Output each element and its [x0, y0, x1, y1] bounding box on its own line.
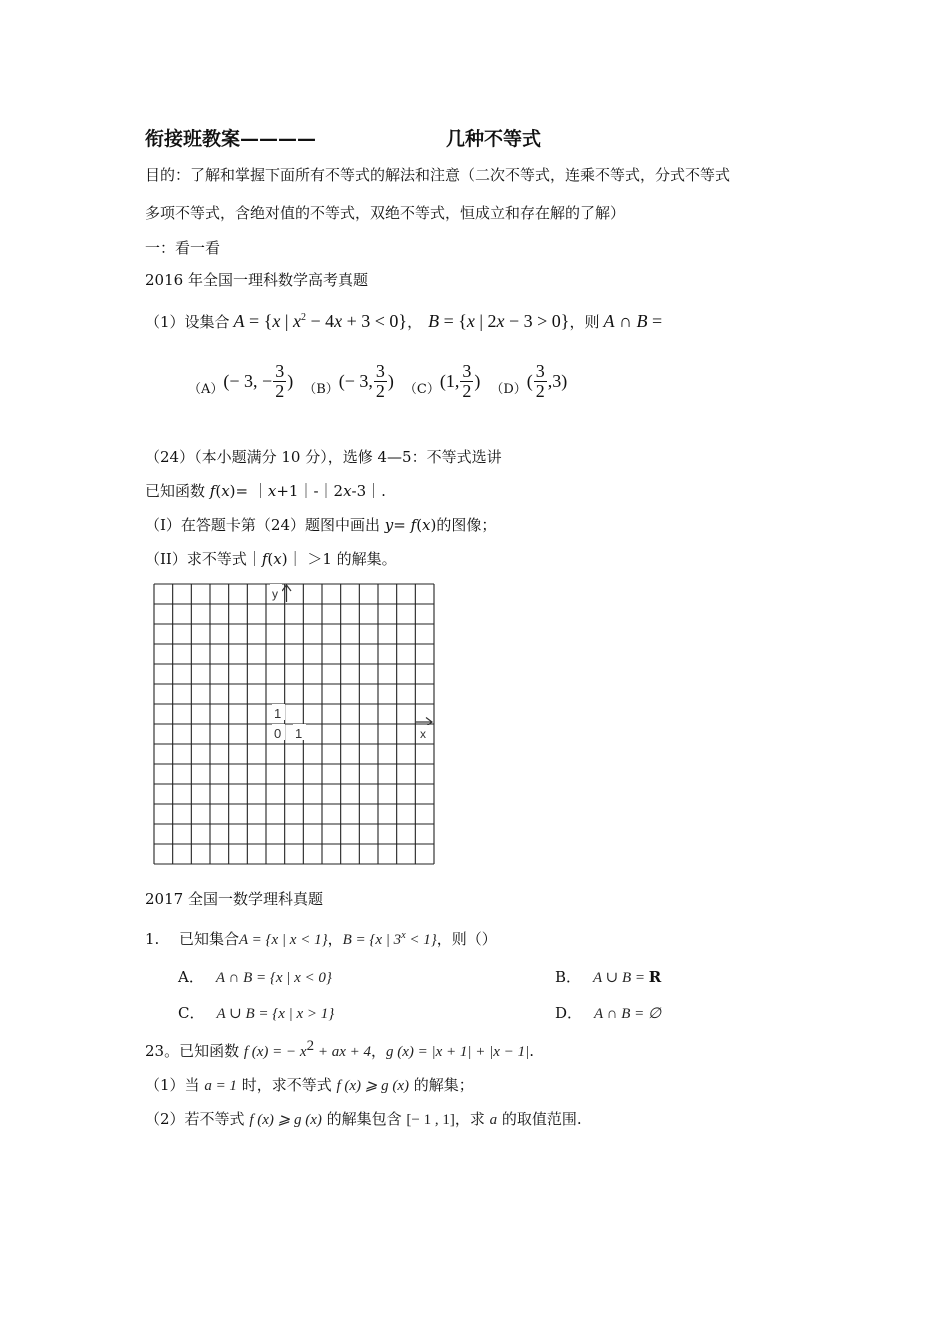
origin-label: 0	[274, 726, 282, 741]
option-b: (− 3, $\frac{3}{2}$ )	[338, 361, 394, 401]
question-1-options	[188, 362, 567, 401]
function-f: f (x) = − x	[243, 1044, 307, 1060]
question-24-header: （24）（本小题满分 10 分），选修 4—5：不等式选讲	[145, 448, 502, 466]
exam-2017-heading: 2017 全国一数学理科真题	[145, 890, 323, 908]
choice-c: C． A ∪ B = {x | x > 1}	[178, 1004, 335, 1022]
purpose-line-1: 目的：了解和掌握下面所有不等式的解法和注意（二次不等式，连乘不等式，分式不等式	[145, 166, 731, 184]
question-2017-1: 1. 已知集合 A = {x | x < 1} ， B = {x | $3^x < 1$} ，则（）	[145, 930, 497, 948]
option-c-label: （C）	[403, 382, 440, 397]
option-d-label: （D）	[490, 382, 527, 397]
question-24-given: 已知函数 f(x)= ｜x+1｜-｜2x-3｜.	[145, 482, 386, 500]
choice-d: D． A ∩ B = ∅	[555, 1004, 662, 1022]
y-axis-label: y	[272, 587, 278, 601]
purpose-line-2: 多项不等式，含绝对值的不等式，双绝不等式，恒成立和存在解的了解）	[145, 204, 626, 222]
option-c: (1, $\frac{3}{2}$ )	[439, 361, 481, 401]
exam-2016-heading: 2016 年全国一理科数学高考真题	[145, 271, 368, 289]
section-heading: 一：看一看	[145, 239, 221, 257]
set-a: A = {x | $x^2 - 4x + 3 < 0$}	[233, 311, 408, 331]
choice-a: A． A ∩ B = {x | x < 0}	[178, 968, 332, 986]
intersection-query: A ∩ B =	[603, 311, 663, 331]
question-1-label: （1）设集合	[145, 313, 230, 331]
question-number: 1.	[145, 930, 160, 948]
option-d: ( $\frac{3}{2}$ ,3)	[526, 361, 568, 401]
y-axis-arrow	[282, 585, 291, 602]
question-2017-23: 23。已知函数 f (x) = − $x^2$ + ax + 4，g (x) = |x + 1| + |x − 1|.	[145, 1038, 534, 1060]
choice-b: B． A ∪ B = R	[555, 968, 662, 986]
question-24-part-2: （II）求不等式｜f(x)｜ ＞1 的解集。	[145, 550, 397, 568]
y-unit-label: 1	[274, 706, 282, 721]
question-23-part-2: （2）若不等式 f (x) ⩾ g (x) 的解集包含 [− 1 , 1]，求 a 的取值范围.	[145, 1110, 582, 1128]
question-1: （1）设集合 A = {x | $x^2 - 4x + 3 < 0$} ， B = {x | 2x − 3 > 0} ，则 A ∩ B =	[145, 311, 663, 331]
x-axis-label: x	[420, 727, 426, 741]
set-a-2017: A = {x | x < 1}	[239, 932, 328, 948]
x-unit-label: 1	[295, 726, 303, 741]
option-a: (− 3, − $\frac{3}{2}$ )	[223, 361, 294, 401]
page-title: 衔接班教案————	[145, 128, 317, 150]
function-g: g (x) = |x + 1| + |x − 1|	[386, 1044, 530, 1060]
set-b-2017: B = {x | $3^x < 1$}	[342, 930, 437, 948]
option-b-label: （B）	[303, 382, 339, 397]
option-a-label: （A）	[188, 382, 224, 397]
question-24-part-1: （I）在答题卡第（24）题图中画出 y= f(x)的图像；	[145, 516, 497, 534]
set-b: B = {x | 2x − 3 > 0}	[428, 311, 570, 331]
question-23-part-1: （1）当 a = 1 时，求不等式 f (x) ⩾ g (x) 的解集；	[145, 1076, 474, 1094]
coordinate-grid	[152, 582, 436, 866]
page-subtitle: 几种不等式	[446, 128, 542, 150]
